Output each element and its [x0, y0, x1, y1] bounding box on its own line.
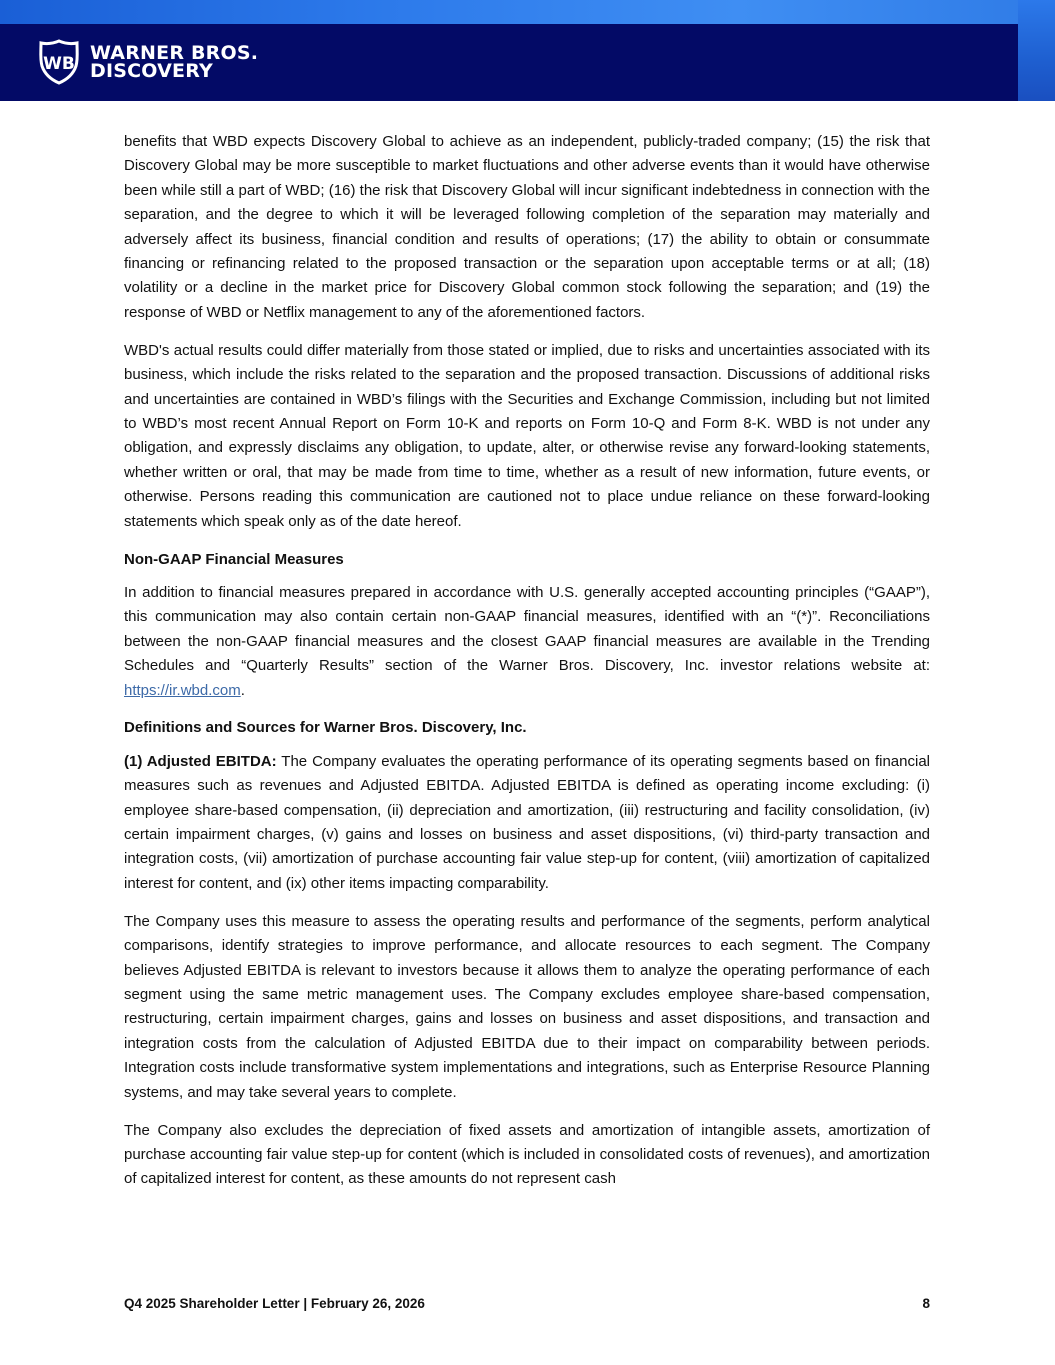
paragraph-non-gaap	[124, 581, 930, 703]
page-number: 8	[922, 1296, 930, 1311]
wbd-logo	[38, 39, 258, 85]
logo-monogram: WB	[43, 54, 75, 74]
non-gaap-end: .	[240, 681, 245, 699]
investor-relations-link[interactable]: https://ir.wbd.com	[124, 681, 241, 699]
heading-definitions: Definitions and Sources for Warner Bros. Discovery, Inc.	[124, 719, 527, 737]
footer-title: Q4 2025 Shareholder Letter | February 26, 2026	[124, 1296, 425, 1311]
brand-line-2: DISCOVERY	[90, 60, 213, 82]
header-accent-band	[0, 0, 1055, 24]
page-header	[0, 0, 1055, 101]
paragraph-adjusted-ebitda	[124, 750, 930, 896]
paragraph-measure-usage: The Company uses this measure to assess the operating results and performance of the segments, perform analytical comparisons, identify strategies to improve performance, and allocate resources to each segment. The Company believes Adjusted EBITDA is relevant to investors because it allows them to analyze the operating performance of each segment using the same metric management uses. The Company excludes employee share-based compensation, restructuring, certain impairment charges, gains and losses on business and asset dispositions, and transaction and integration costs from the calculation of Adjusted EBITDA due to their impact on comparability between periods. Integration costs include transformative system implementations and integrations, such as Enterprise Resource Planning systems, and may take several years to complete.	[124, 912, 930, 1101]
paragraph-risk-factors-continued: benefits that WBD expects Discovery Global to achieve as an independent, publicly-traded company; (15) the risk that Discovery Global may be more susceptible to market fluctuations and other adverse events than it would have otherwise been while still a part of WBD; (16) the risk that Discovery Global will incur significant indebtedness in connection with the separation, and the degree to which it will be leveraged following completion of the separation may materially and adversely affect its business, financial condition and results of operations; (17) the ability to obtain or consummate financing or refinancing related to the proposed transaction or the separation upon acceptable terms or at all; (18) volatility or a decline in the market price for Discovery Global common stock following the separation; and (19) the response of WBD or Netflix management to any of the aforementioned factors.	[124, 133, 930, 321]
adjusted-ebitda-label: (1) Adjusted EBITDA:	[124, 752, 277, 770]
brand-wordmark	[90, 44, 258, 80]
letter-body	[124, 130, 930, 1205]
paragraph-exclusions: The Company also excludes the depreciation of fixed assets and amortization of intangible assets, amortization of purchase accounting fair value step-up for content (which is included in consolidated costs of revenues), and amortization of capitalized interest for content, as these amounts do not represent cash	[124, 1121, 930, 1188]
heading-non-gaap: Non-GAAP Financial Measures	[124, 550, 344, 568]
page-footer	[124, 1296, 930, 1311]
brand-line-1: WARNER BROS.	[90, 42, 259, 64]
adjusted-ebitda-text: The Company evaluates the operating performance of its operating segments based on financial measures such as revenues and Adjusted EBITDA. Adjusted EBITDA is defined as operating income excluding: (i) employee share-based compensation, (ii) depreciation and amortization, (iii) restructuring and facility consolidation, (iv) certain impairment charges, (v) gains and losses on business and asset dispositions, (vi) third-party transaction and integration costs, (vii) amortization of purchase accounting fair value step-up for content, (viii) amortization of capitalized interest for content, and (ix) other items impacting comparability.	[124, 752, 931, 892]
non-gaap-text: In addition to financial measures prepared in accordance with U.S. generally accepted accounting principles (“GAAP”), this communication may also contain certain non-GAAP financial measures, identified with an “(*)”. Reconciliations between the non-GAAP financial measures and the closest GAAP financial measures are available in the Trending Schedules and “Quarterly Results” section of the Warner Bros. Discovery, Inc. investor relations website at:	[124, 583, 930, 675]
paragraph-actual-results: WBD's actual results could differ materially from those stated or implied, due to risks and uncertainties associated with its business, which include the risks related to the separation and the proposed transaction. Discussions of additional risks and uncertainties are contained in WBD’s filings with the Securities and Exchange Commission, including but not limited to WBD’s most recent Annual Report on Form 10-K and reports on Form 10-Q and Form 8-K. WBD is not under any obligation, and expressly disclaims any obligation, to update, alter, or otherwise revise any forward-looking statements, whether written or oral, that may be made from time to time, whether as a result of new information, future events, or otherwise. Persons reading this communication are cautioned not to place undue reliance on these forward-looking statements which speak only as of the date hereof.	[124, 341, 930, 530]
header-right-accent	[1018, 0, 1055, 101]
wb-shield-icon	[38, 39, 80, 85]
